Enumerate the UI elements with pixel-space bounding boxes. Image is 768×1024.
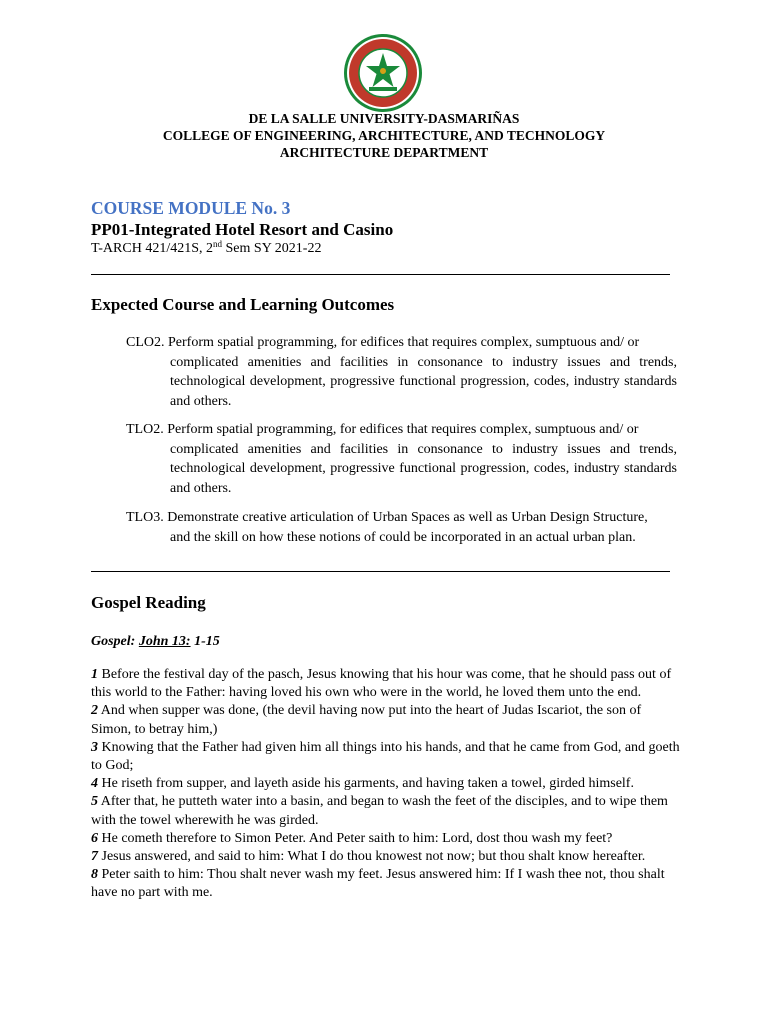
- divider: [91, 571, 670, 572]
- university-seal-icon: [343, 33, 423, 113]
- verse-text: Jesus answered, and said to him: What I do thou knowest not now; but thou shalt know hereafter.: [98, 849, 646, 865]
- outcome-item: [126, 333, 677, 411]
- verse-text: Knowing that the Father had given him all things into his hands, and that he came from God, and goeth to God;: [91, 739, 680, 774]
- college-name: COLLEGE OF ENGINEERING, ARCHITECTURE, AND TECHNOLOGY: [162, 128, 606, 143]
- outcome-text: complicated amenities and facilities in consonance to industry issues and trends, technological development, progressive functional progression, codes, industry standards and others.: [170, 354, 677, 409]
- outcome-lead: TLO2. Perform spatial programming, for edifices that requires complex, sumptuous and/ or: [126, 422, 639, 437]
- verse-text: He cometh therefore to Simon Peter. And Peter saith to him: Lord, dost thou wash my feet?: [98, 830, 613, 846]
- gospel-ref-range: 1-15: [190, 634, 220, 649]
- university-name: DE LA SALLE UNIVERSITY-DASMARIÑAS: [248, 111, 520, 126]
- verse-number: 8: [91, 867, 98, 883]
- gospel-verses: [91, 666, 681, 903]
- course-code-prefix: T-ARCH 421/421S, 2: [91, 241, 214, 256]
- gospel-heading: Gospel Reading: [91, 593, 206, 612]
- verse-text: And when supper was done, (the devil having now put into the heart of Judas Iscariot, the son of Simon, to betray him,): [91, 703, 642, 737]
- gospel-ref-book-link[interactable]: John 13:: [138, 634, 191, 649]
- verse: [91, 866, 681, 902]
- verse-number: 6: [91, 830, 98, 846]
- gospel-reference: [91, 634, 220, 650]
- gospel-ref-prefix: Gospel:: [91, 634, 139, 649]
- outcomes-heading: Expected Course and Learning Outcomes: [91, 295, 395, 314]
- verse: [91, 848, 681, 866]
- verse-number: 3: [91, 739, 98, 755]
- department-name: ARCHITECTURE DEPARTMENT: [279, 145, 489, 160]
- outcome-text: complicated amenities and facilities in consonance to industry issues and trends, technological development, progressive functional progression, codes, industry standards and others.: [170, 441, 677, 496]
- verse: [91, 775, 681, 793]
- verse-number: 2: [91, 703, 98, 719]
- verse-number: 7: [91, 849, 98, 865]
- verse: [91, 793, 681, 829]
- outcome-item: [126, 508, 677, 547]
- verse-text: Before the festival day of the pasch, Jesus knowing that his hour was come, that he should pass out of this world to the Father: having loved his own who were in the world, he loved them unto the end.: [91, 667, 672, 701]
- module-number: COURSE MODULE No. 3: [91, 198, 291, 218]
- verse-text: He riseth from supper, and layeth aside his garments, and having taken a towel, girded himself.: [98, 776, 634, 792]
- verse-number: 1: [91, 667, 98, 682]
- verse-text: Peter saith to him: Thou shalt never wash my feet. Jesus answered him: If I wash thee not, thou shalt have no part with me.: [91, 867, 665, 901]
- verse: [91, 830, 681, 848]
- outcome-lead: CLO2. Perform spatial programming, for edifices that requires complex, sumptuous and/ or: [126, 335, 640, 350]
- verse-number: 4: [91, 776, 98, 792]
- course-title: PP01-Integrated Hotel Resort and Casino: [91, 220, 394, 239]
- course-code-suffix: Sem SY 2021-22: [222, 241, 322, 256]
- course-code: [91, 241, 321, 257]
- divider: [91, 274, 670, 275]
- verse: [91, 702, 681, 738]
- outcome-lead: TLO3. Demonstrate creative articulation of Urban Spaces as well as Urban Design Structure,: [126, 510, 648, 525]
- outcome-item: [126, 420, 677, 498]
- course-code-sup: nd: [213, 239, 223, 249]
- outcome-text: and the skill on how these notions of could be incorporated in an actual urban plan.: [170, 529, 636, 545]
- verse: [91, 666, 681, 702]
- verse-number: 5: [91, 794, 98, 810]
- verse-text: After that, he putteth water into a basin, and began to wash the feet of the disciples, and to wipe them with the towel wherewith he was girded.: [91, 794, 668, 828]
- verse: [91, 739, 681, 775]
